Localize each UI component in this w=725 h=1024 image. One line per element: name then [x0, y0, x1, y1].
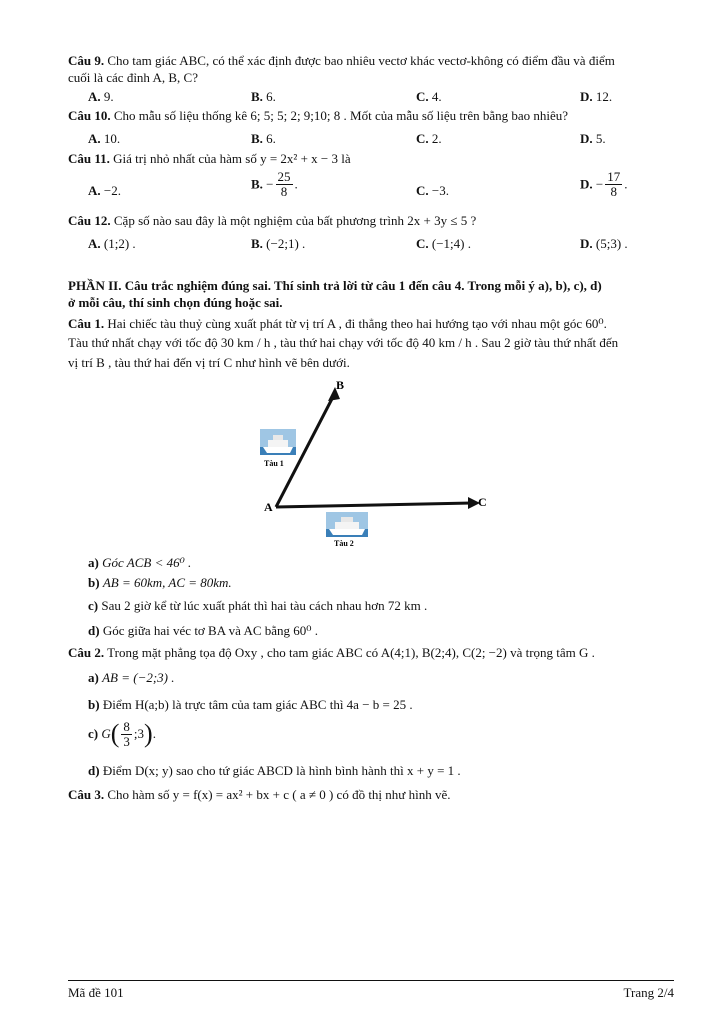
footer-page-number: Trang 2/4 — [623, 985, 674, 1000]
p2q1-line1 — [68, 316, 607, 332]
q9-option-b: B. 6. — [251, 89, 276, 104]
q12-option-b: B. (−2;1) . — [251, 236, 306, 251]
q9-text-line1: Cho tam giác ABC, có thể xác định được bao nhiêu vectơ khác vectơ-không có điểm đầu và điểm — [107, 53, 615, 68]
ship2-label: Tàu 2 — [334, 539, 354, 548]
p2q2-line — [68, 645, 595, 661]
p2q2-item-b: b) Điểm H(a;b) là trực tâm của tam giác ABC thì 4a − b = 25 . — [88, 697, 413, 712]
p2q1-text-line3: vị trí B , tàu thứ hai đến vị trí C như hình vẽ bên dưới. — [68, 355, 350, 370]
q12-option-a: A. (1;2) . — [88, 236, 136, 251]
q10-text: Cho mẫu số liệu thống kê 6; 5; 5; 2; 9;10; 8 . Mốt của mẫu số liệu trên bằng bao nhiêu? — [113, 108, 569, 123]
p2q2-item-d: d) Điểm D(x; y) sao cho tứ giác ABCD là hình bình hành thì x + y = 1 . — [88, 763, 461, 778]
q9-option-a: A. 9. — [88, 89, 114, 104]
q10-option-a: A. 10. — [88, 131, 121, 146]
q12-option-c: C. (−1;4) . — [416, 236, 471, 251]
q11-option-b-fraction: $\frac{25}{8}$ — [277, 169, 291, 199]
q10-option-c: C. 2. — [416, 131, 442, 146]
p2q2-item-c: c) G( $\frac{8}{3}$ ;3). — [88, 718, 156, 749]
q10-label: Câu 10. — [68, 108, 111, 123]
p2q3-text: Cho hàm số y = f(x) = ax² + bx + c ( a ≠ 0 ) có đồ thị như hình vẽ. — [107, 787, 451, 802]
q11-option-c: C. −3. — [416, 183, 449, 198]
ship1-label: Tàu 1 — [264, 459, 284, 468]
q12-label: Câu 12. — [68, 213, 111, 228]
p2q1-item-a: a) Góc ACB < 46⁰ . — [88, 555, 192, 570]
q10-option-d: D. 5. — [580, 131, 606, 146]
p2q1-item-d: d) Góc giữa hai véc tơ BA và AC bằng 60⁰ . — [88, 623, 318, 638]
q11-option-d: D. − $\frac{17}{8}$ . — [580, 169, 628, 199]
q11-option-d-fraction: $\frac{17}{8}$ — [607, 169, 621, 199]
ships-figure — [240, 375, 510, 555]
q9-line1 — [68, 53, 615, 69]
point-b-label: B — [336, 378, 345, 392]
q12-line — [68, 213, 476, 229]
q11-label: Câu 11. — [68, 151, 110, 166]
part2-heading-line1: PHẦN II. Câu trắc nghiệm đúng sai. Thí sinh trả lời từ câu 1 đến câu 4. Trong mỗi ý a), b), c), d) — [68, 278, 602, 293]
q9-text-line2: cuối là các đỉnh A, B, C? — [68, 70, 198, 85]
p2q2-item-c-fraction: $\frac{8}{3}$ — [123, 718, 130, 749]
p2q2-text: Trong mặt phẳng tọa độ Oxy , cho tam giác ABC có A(4;1), B(2;4), C(2; −2) và trọng tâm G . — [107, 645, 595, 660]
p2q1-item-c: c) Sau 2 giờ kể từ lúc xuất phát thì hai tàu cách nhau hơn 72 km . — [88, 598, 428, 613]
p2q3-line — [68, 787, 450, 803]
p2q1-text-line1: Hai chiếc tàu thuỷ cùng xuất phát từ vị trí A , đi thẳng theo hai hướng tạo với nhau một góc 60⁰. — [107, 316, 607, 331]
p2q2-label: Câu 2. — [68, 645, 105, 660]
q12-text: Cặp số nào sau đây là một nghiệm của bất phương trình 2x + 3y ≤ 5 ? — [113, 213, 477, 228]
q9-option-c: C. 4. — [416, 89, 442, 104]
p2q3-label: Câu 3. — [68, 787, 105, 802]
q9-label: Câu 9. — [68, 53, 105, 68]
ship1-picture — [260, 429, 296, 455]
segment-ac — [276, 503, 472, 507]
q9-option-d: D. 12. — [580, 89, 613, 104]
p2q2-item-a: a) AB = (−2;3) . — [88, 670, 175, 685]
point-c-label: C — [478, 495, 487, 509]
ship2-picture — [326, 512, 368, 537]
part2-heading-line2: ở mỗi câu, thí sinh chọn đúng hoặc sai. — [68, 295, 283, 310]
p2q1-text-line2: Tàu thứ nhất chạy với tốc độ 30 km / h , tàu thứ hai chạy với tốc độ 40 km / h . Sau 2 giờ tàu thứ nhất đến — [68, 335, 619, 350]
p2q1-item-b: b) AB = 60km, AC = 80km. — [88, 575, 232, 590]
q12-option-d: D. (5;3) . — [580, 236, 628, 251]
q11-line — [68, 151, 351, 167]
q10-option-b: B. 6. — [251, 131, 276, 146]
q11-text: Giá trị nhỏ nhất của hàm số y = 2x² + x − 3 là — [113, 151, 351, 166]
q11-option-b: B. − $\frac{25}{8}$ . — [251, 169, 298, 199]
footer-divider — [68, 980, 674, 981]
footer-exam-code: Mã đề 101 — [68, 985, 124, 1000]
point-a-label: A — [264, 500, 273, 514]
q11-option-a: A. −2. — [88, 183, 121, 198]
q10-line — [68, 108, 568, 124]
p2q1-label: Câu 1. — [68, 316, 105, 331]
